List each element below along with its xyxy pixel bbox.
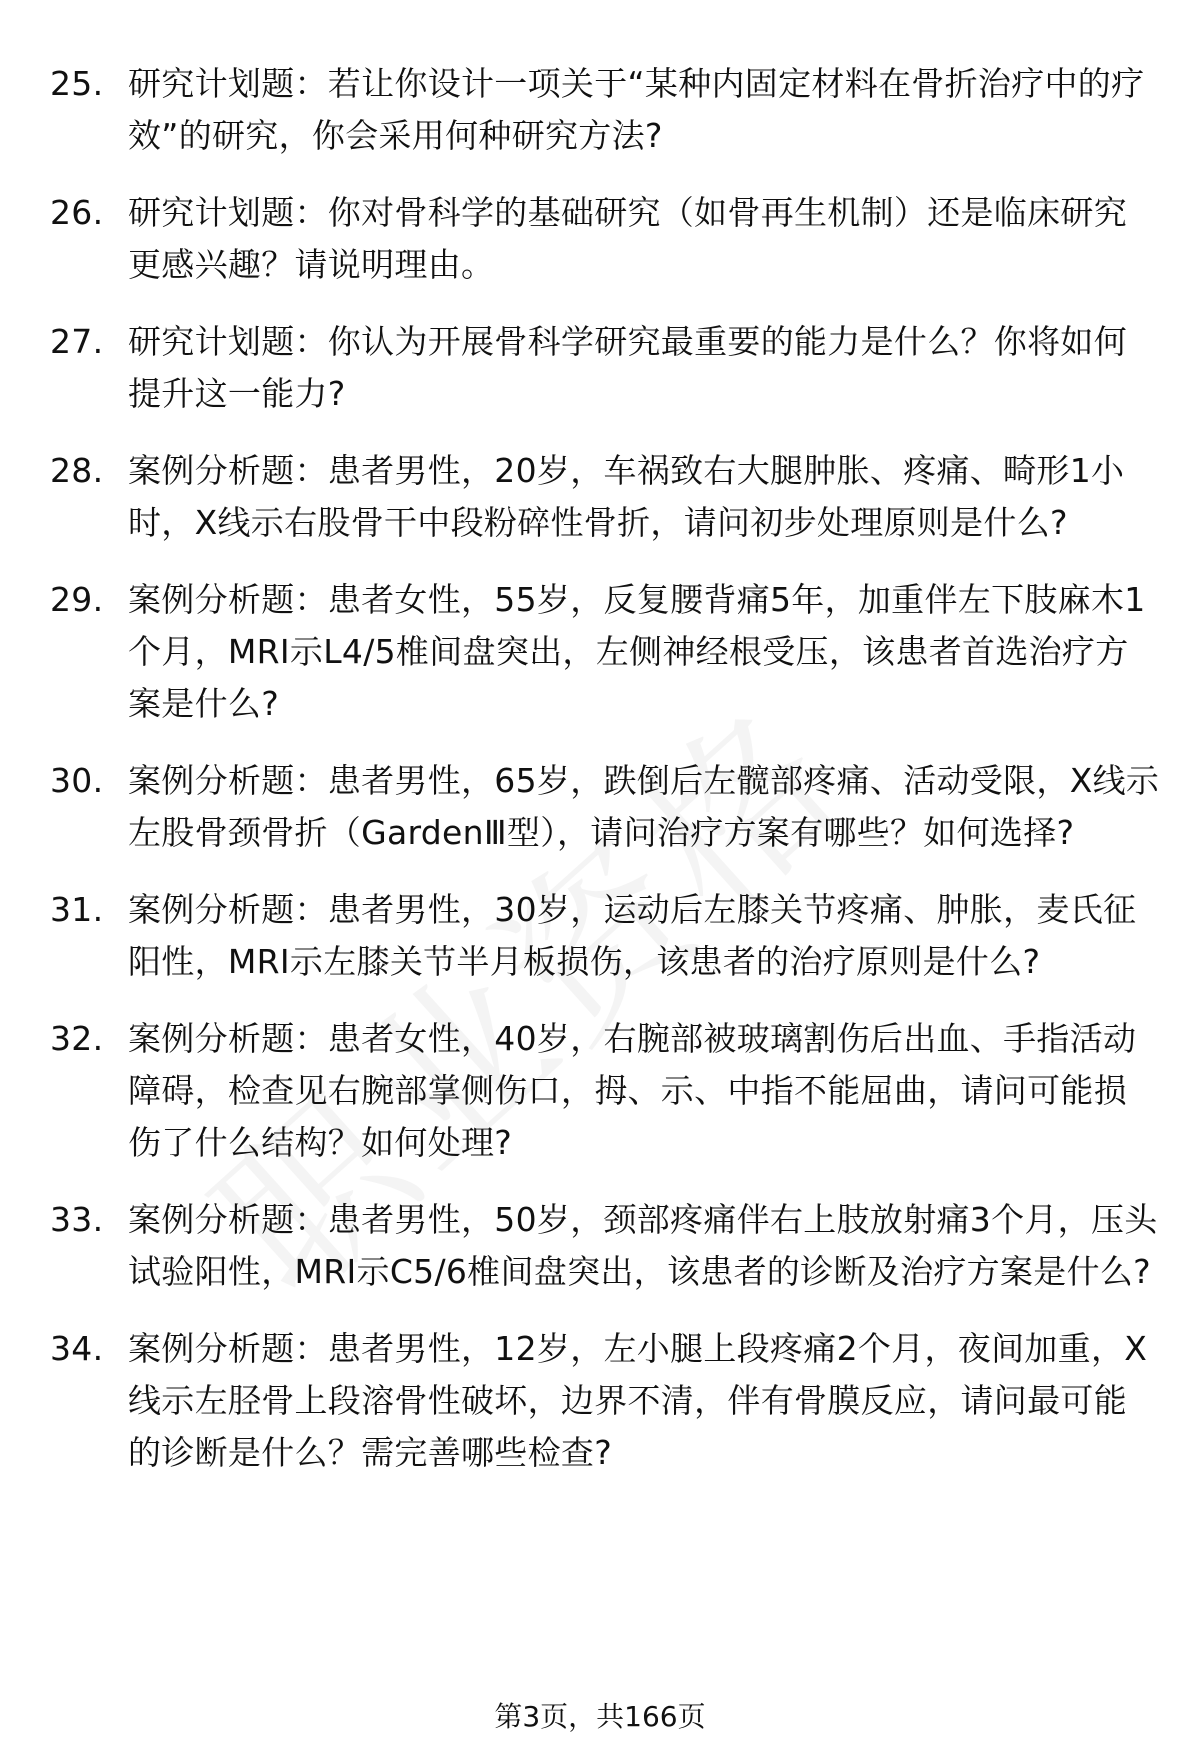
question-item bbox=[50, 445, 1160, 549]
question-item bbox=[50, 1013, 1160, 1169]
page-footer: 第3页，共166页 bbox=[494, 1700, 706, 1733]
question-number: 29. bbox=[50, 580, 104, 619]
question-text: 研究计划题：若让你设计一项关于“某种内固定材料在骨折治疗中的疗效”的研究，你会采用何种研究方法? bbox=[128, 64, 1145, 155]
question-item bbox=[50, 316, 1160, 420]
question-number: 28. bbox=[50, 451, 104, 490]
question-number: 26. bbox=[50, 193, 104, 232]
question-text: 案例分析题：患者男性，50岁，颈部疼痛伴右上肢放射痛3个月，压头试验阳性，MRI示C5/6椎间盘突出，该患者的诊断及治疗方案是什么? bbox=[128, 1200, 1158, 1291]
question-number: 25. bbox=[50, 64, 104, 103]
question-number: 32. bbox=[50, 1019, 104, 1058]
question-number: 34. bbox=[50, 1329, 104, 1368]
question-item bbox=[50, 187, 1160, 291]
question-item bbox=[50, 1323, 1160, 1479]
question-text: 研究计划题：你对骨科学的基础研究（如骨再生机制）还是临床研究更感兴趣？请说明理由。 bbox=[128, 193, 1127, 284]
question-item bbox=[50, 58, 1160, 162]
question-number: 30. bbox=[50, 761, 104, 800]
question-item bbox=[50, 1194, 1160, 1298]
question-number: 33. bbox=[50, 1200, 104, 1239]
question-text: 研究计划题：你认为开展骨科学研究最重要的能力是什么？你将如何提升这一能力? bbox=[128, 322, 1127, 413]
question-text: 案例分析题：患者男性，30岁，运动后左膝关节疼痛、肿胀，麦氏征阳性，MRI示左膝关节半月板损伤，该患者的治疗原则是什么? bbox=[128, 890, 1137, 981]
question-text: 案例分析题：患者男性，65岁，跌倒后左髋部疼痛、活动受限，X线示左股骨颈骨折（GardenⅢ型），请问治疗方案有哪些？如何选择? bbox=[128, 761, 1160, 852]
question-number: 31. bbox=[50, 890, 104, 929]
question-text: 案例分析题：患者男性，12岁，左小腿上段疼痛2个月，夜间加重，X线示左胫骨上段溶骨性破坏，边界不清，伴有骨膜反应，请问最可能的诊断是什么？需完善哪些检查? bbox=[128, 1329, 1148, 1472]
question-item bbox=[50, 574, 1160, 730]
question-text: 案例分析题：患者男性，20岁，车祸致右大腿肿胀、疼痛、畸形1小时，X线示右股骨干中段粉碎性骨折，请问初步处理原则是什么? bbox=[128, 451, 1125, 542]
question-text: 案例分析题：患者女性，55岁，反复腰背痛5年，加重伴左下肢麻木1个月，MRI示L4/5椎间盘突出，左侧神经根受压，该患者首选治疗方案是什么? bbox=[128, 580, 1146, 723]
question-number: 27. bbox=[50, 322, 104, 361]
question-list bbox=[50, 58, 1160, 1504]
question-item bbox=[50, 755, 1160, 859]
question-text: 案例分析题：患者女性，40岁，右腕部被玻璃割伤后出血、手指活动障碍，检查见右腕部掌侧伤口，拇、示、中指不能屈曲，请问可能损伤了什么结构？如何处理? bbox=[128, 1019, 1137, 1162]
question-item bbox=[50, 884, 1160, 988]
